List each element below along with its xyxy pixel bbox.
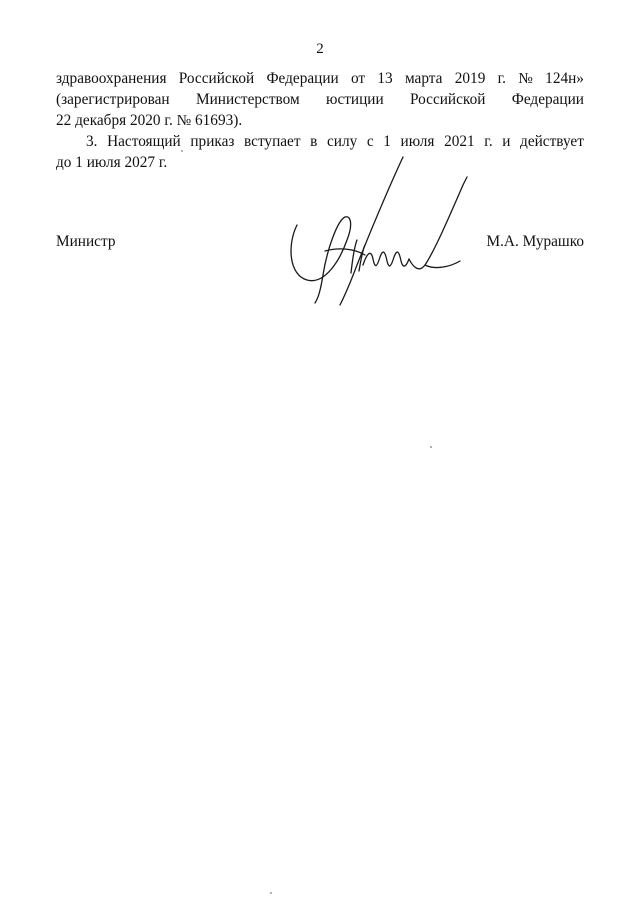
- word: (зарегистрирован: [56, 91, 170, 108]
- word: 2019: [454, 70, 486, 87]
- word: 3.: [86, 133, 98, 150]
- text-line: до 1 июля 2027 г.: [56, 154, 168, 171]
- word: 1: [383, 133, 391, 150]
- word: 2021: [444, 133, 475, 150]
- word: марта: [404, 70, 443, 87]
- text-line: 22 декабря 2020 г. № 61693).: [56, 112, 243, 129]
- word: г.: [497, 70, 506, 87]
- scan-speck: [430, 446, 432, 448]
- word: №: [518, 70, 533, 87]
- text-line: [56, 131, 584, 152]
- word: Федерации: [511, 91, 584, 108]
- text-line: [56, 89, 584, 110]
- word: и: [502, 133, 511, 150]
- word: от: [350, 70, 366, 87]
- word: Министерством: [195, 91, 300, 108]
- word: г.: [484, 133, 493, 150]
- word: 124н»: [545, 70, 584, 87]
- word: Российской: [178, 70, 255, 87]
- scan-speck: [270, 892, 272, 894]
- signatory-name: М.А. Мурашко: [486, 233, 584, 250]
- word: в: [310, 133, 318, 150]
- word: здравоохранения: [56, 70, 167, 87]
- paragraph-continuation: [56, 68, 584, 131]
- signatory-title: Министр: [56, 233, 116, 250]
- word: силу: [327, 133, 358, 150]
- handwritten-signature: [285, 155, 485, 310]
- word: Российской: [410, 91, 486, 108]
- word: вступает: [244, 133, 301, 150]
- page-number: 2: [316, 41, 324, 57]
- text-line: [56, 68, 584, 89]
- scan-speck: [181, 150, 183, 152]
- word: Настоящий: [107, 133, 181, 150]
- word: юстиции: [326, 91, 384, 108]
- word: июля: [400, 133, 435, 150]
- word: с: [366, 133, 374, 150]
- word: действует: [520, 133, 584, 150]
- word: приказ: [190, 133, 235, 150]
- word: 13: [377, 70, 393, 87]
- word: Федерации: [266, 70, 339, 87]
